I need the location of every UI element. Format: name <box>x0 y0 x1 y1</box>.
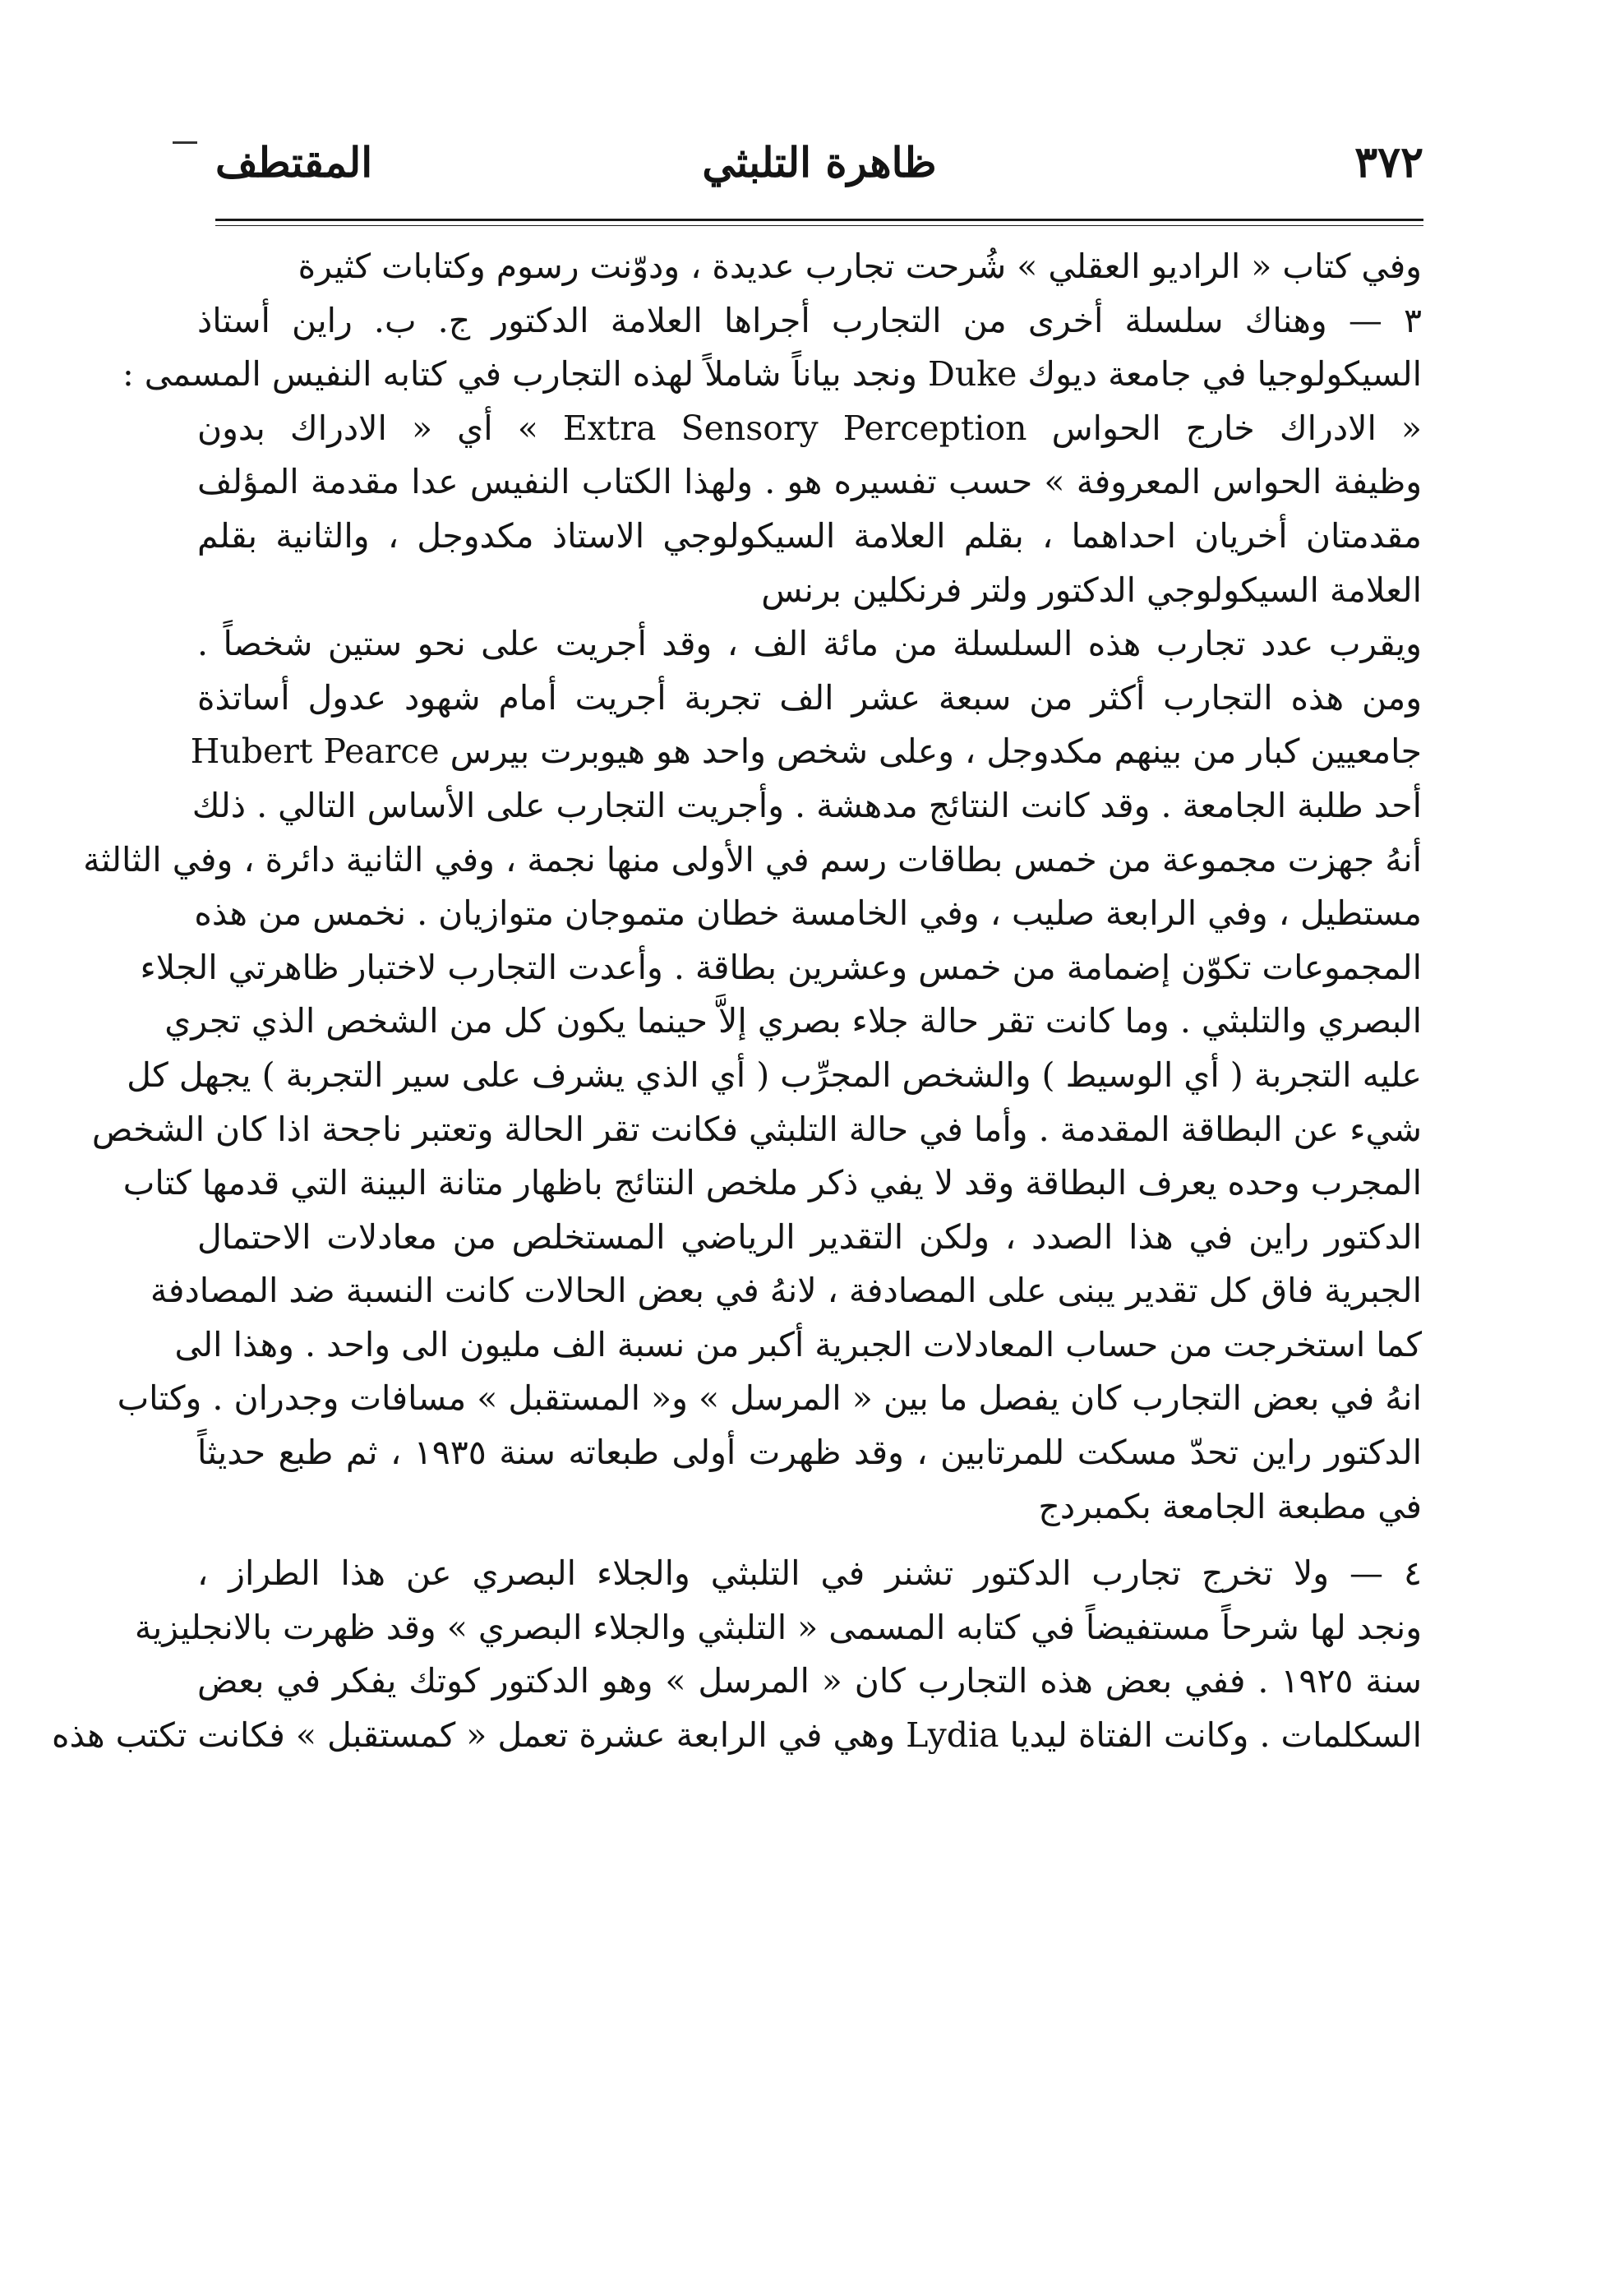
text-line: في مطبعة الجامعة بكمبردج <box>1038 1486 1422 1526</box>
text-line: الجبرية فاق كل تقدير يبنى على المصادفة ، لانهُ في بعض الحالات كانت النسبة ضد المصادفة <box>150 1271 1422 1311</box>
paragraph <box>52 1547 1422 1762</box>
text-line: ٤ — ولا تخرج تجارب الدكتور تشنر في التلبثي والجلاء البصري عن هذا الطراز ، <box>197 1553 1422 1594</box>
header-rule <box>215 219 1423 221</box>
text-line: البصري والتلبثي . وما كانت تقر حالة جلاء بصري إلاَّ حينما يكون كل من الشخص الذي تجري <box>164 1001 1422 1041</box>
text-line: ومن هذه التجارب أكثر من سبعة عشر الف تجربة أجريت أمام شهود عدول أساتذة <box>197 677 1422 718</box>
header-rule-thin <box>215 225 1423 226</box>
text-line: « الادراك خارج الحواس Extra Sensory Perception » أي « الادراك بدون <box>197 408 1423 448</box>
paragraph-gap <box>197 1534 1422 1547</box>
text-line: كما استخرجت من حساب المعادلات الجبرية أكبر من نسبة الف مليون الى واحد . وهذا الى <box>174 1324 1422 1364</box>
text-line: السيكولوجيا في جامعة ديوك Duke ونجد بياناً شاملاً لهذه التجارب في كتابه النفيس المسمى : <box>122 354 1422 395</box>
running-title: ظاهرة التلبثي <box>702 138 937 187</box>
paragraph <box>83 617 1422 1534</box>
text-line: أحد طلبة الجامعة . وقد كانت النتائج مدهشة . وأجريت التجارب على الأساس التالي . ذلك <box>191 785 1422 825</box>
page-number: ٣٧٢ <box>1354 137 1423 187</box>
text-line: الدكتور راين تحدّ مسكت للمرتابين ، وقد ظهرت أولى طبعاته سنة ١٩٣٥ ، ثم طبع حديثاً <box>197 1433 1422 1473</box>
text-line: ٣ — وهناك سلسلة أخرى من التجارب أجراها العلامة الدكتور ج. ب. راين أستاذ <box>197 300 1422 340</box>
text-line: سنة ١٩٢٥ . ففي بعض هذه التجارب كان « المرسل » وهو الدكتور كوتك يفكر في بعض <box>197 1661 1422 1701</box>
page-header <box>215 132 1423 197</box>
text-line: انهُ في بعض التجارب كان يفصل ما بين « المرسل » و« المستقبل » مسافات وجدران . وكتاب <box>117 1378 1422 1419</box>
text-line: المجموعات تكوّن إضمامة من خمس وعشرين بطاقة . وأعدت التجارب لاختبار ظاهرتي الجلاء <box>140 947 1422 987</box>
text-line: المجرب وحده يعرف البطاقة وقد لا يفي ذكر ملخص النتائج باظهار متانة البينة التي قدمها كتاب <box>122 1163 1422 1203</box>
body-text <box>52 240 1423 1763</box>
text-line: الدكتور راين في هذا الصدد ، ولكن التقدير الرياضي المستخلص من معادلات الاحتمال <box>197 1216 1422 1257</box>
text-line: وظيفة الحواس المعروفة » حسب تفسيره هو . ولهذا الكتاب النفيس عدا مقدمة المؤلف <box>197 462 1422 502</box>
text-line: ونجد لها شرحاً مستفيضاً في كتابه المسمى « التلبثي والجلاء البصري » وقد ظهرت بالانجليزية <box>134 1607 1422 1647</box>
paragraph <box>122 294 1423 618</box>
text-line: ويقرب عدد تجارب هذه السلسلة من مائة الف ، وقد أجريت على نحو ستين شخصاً . <box>197 624 1422 664</box>
text-line: وفي كتاب « الراديو العقلي » شُرحت تجارب عديدة ، ودوّنت رسوم وكتابات كثيرة <box>298 247 1422 286</box>
text-line: مستطيل ، وفي الرابعة صليب ، وفي الخامسة خطان متموجان متوازيان . نخمس من هذه <box>194 893 1422 934</box>
scan-mark <box>173 141 197 144</box>
text-line: العلامة السيكولوجي الدكتور ولتر فرنكلين برنس <box>761 570 1422 610</box>
text-line: عليه التجربة ( أي الوسيط ) والشخص المجرِّب ( أي الذي يشرف على سير التجربة ) يجهل كل <box>127 1055 1422 1095</box>
text-line: مقدمتان أخريان احداهما ، بقلم العلامة السيكولوجي الاستاذ مكدوجل ، والثانية بقلم <box>197 515 1422 556</box>
magazine-name: المقتطف <box>215 138 373 187</box>
text-line: أنهُ جهزت مجموعة من خمس بطاقات رسم في الأولى منها نجمة ، وفي الثانية دائرة ، وفي الثالثة <box>83 839 1422 879</box>
paragraph <box>197 240 1422 294</box>
text-line: جامعيين كبار من بينهم مكدوجل ، وعلى شخص واحد هو هيوبرت بيرس Hubert Pearce <box>190 732 1422 772</box>
text-line: السكلمات . وكانت الفتاة ليديا Lydia وهي في الرابعة عشرة تعمل « كمستقبل » فكانت تكتب هذه <box>52 1715 1422 1756</box>
text-line: شيء عن البطاقة المقدمة . وأما في حالة التلبثي فكانت تقر الحالة وتعتبر ناجحة اذا كان الشخص <box>91 1109 1422 1149</box>
